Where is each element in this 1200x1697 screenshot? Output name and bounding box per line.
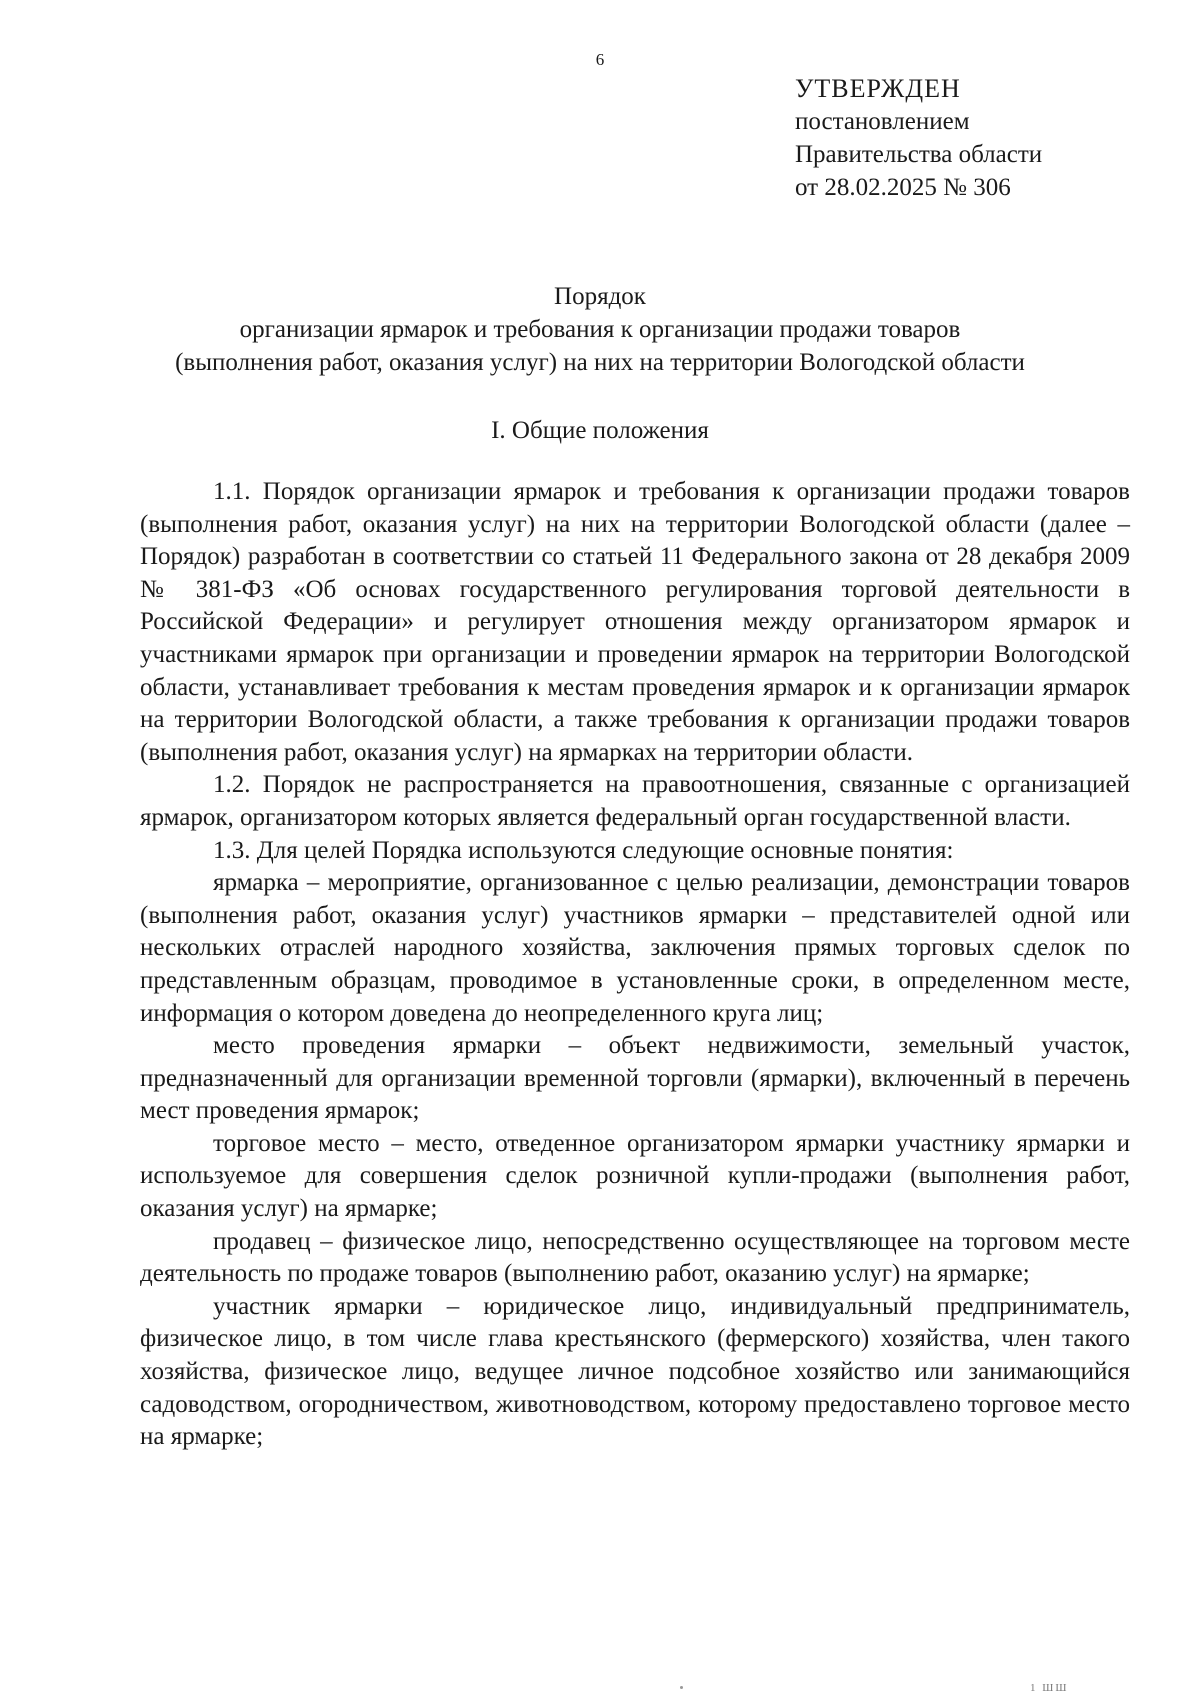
paragraph-1-3: 1.3. Для целей Порядка используются следующие основные понятия:	[213, 836, 954, 864]
definition-seller: продавец – физическое лицо, непосредственно осуществляющее на торговом месте деятельность по продаже товаров (выполнению работ, оказанию услуг) на ярмарке;	[140, 1227, 1130, 1288]
approval-stamp-block	[795, 72, 1042, 204]
paragraph-1-2: 1.2. Порядок не распространяется на правоотношения, связанные с организацией ярмарок, организатором которых является федеральный орган государственной власти.	[140, 771, 1130, 831]
definition-fair: ярмарка – мероприятие, организованное с целью реализации, демонстрации товаров (выполнения работ, оказания услуг) участников ярмарки – представителей одной или нескольких отраслей народного хозяйства, заключения прямых торговых сделок по представленным образцам, проводимое в установленные сроки, в определенном месте, информация о котором доведена до неопределенного круга лиц;	[140, 869, 1130, 1027]
approval-line-resolution: постановлением	[795, 108, 970, 135]
definition-fair-venue: место проведения ярмарки – объект недвижимости, земельный участок, предназначенный для организации временной торговли (ярмарки), включенный в перечень мест проведения ярмарок;	[140, 1032, 1130, 1125]
definition-trading-place: торговое место – место, отведенное организатором ярмарки участнику ярмарки и используемое для совершения сделок розничной купли-продажи (выполнения работ, оказания услуг) на ярмарке;	[140, 1129, 1130, 1223]
page-number: 6	[595, 50, 605, 69]
scan-footer-mark: 1 ШШ	[1030, 1682, 1069, 1694]
document-title	[0, 280, 1200, 379]
title-line-2: организации ярмарок и требования к организации продажи товаров	[239, 316, 961, 343]
approval-line-date-number: от 28.02.2025 № 306	[795, 174, 1011, 201]
approval-line-government: Правительства области	[795, 141, 1043, 168]
paragraph-1-1: 1.1. Порядок организации ярмарок и требования к организации продажи товаров (выполнения работ, оказания услуг) на них на территории Вологодской области (далее – Порядок) разработан в соответствии со статьей 11 Федерального закона от 28 декабря 2009 № 381-ФЗ «Об основах государственного регулирования торговой деятельности в Российской Федерации» и регулирует отношения между организатором ярмарок и участниками ярмарок при организации и проведении ярмарок на территории Вологодской области, устанавливает требования к местам проведения ярмарок и к организации ярмарок на территории Вологодской области, а также требования к организации продажи товаров (выполнения работ, оказания услуг) на ярмарках на территории области.	[140, 478, 1130, 766]
scan-artifact-dot	[680, 1686, 683, 1689]
document-body	[140, 476, 1130, 1454]
definition-fair-participant: участник ярмарки – юридическое лицо, индивидуальный предприниматель, физическое лицо, в том числе глава крестьянского (фермерского) хозяйства, член такого хозяйства, физическое лицо, ведущее личное подсобное хозяйство или занимающийся садоводством, огородничеством, животноводством, которому предоставлено торговое место на ярмарке;	[140, 1292, 1130, 1451]
title-line-3: (выполнения работ, оказания услуг) на них на территории Вологодской области	[175, 349, 1025, 376]
title-line-1: Порядок	[554, 283, 646, 310]
section-heading: I. Общие положения	[491, 417, 709, 444]
approved-heading: УТВЕРЖДЕН	[795, 74, 961, 103]
